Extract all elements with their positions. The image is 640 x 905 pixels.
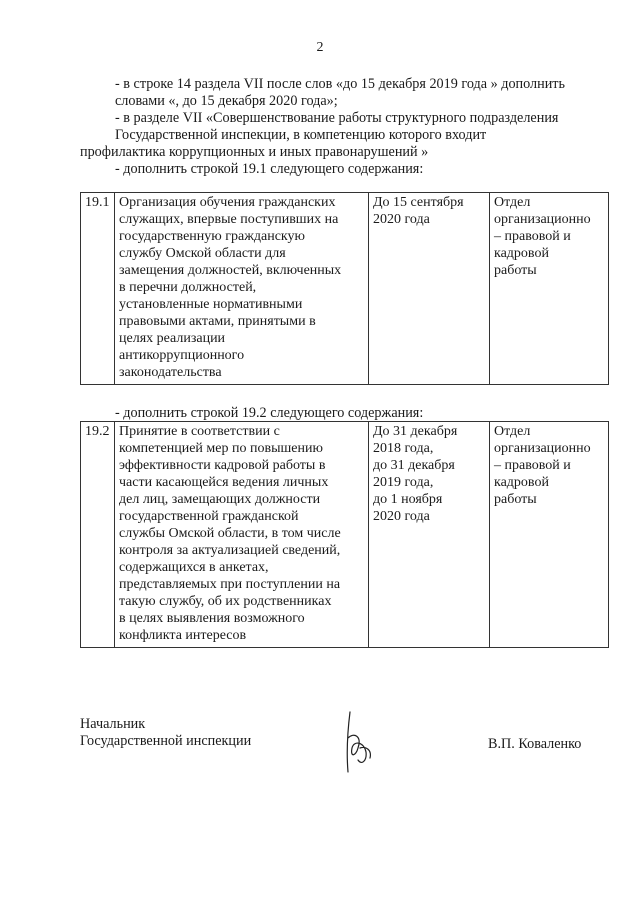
deadline-cell xyxy=(369,193,490,385)
row-responsible: Отдел организационно – правовой и кадровой работы xyxy=(494,195,591,278)
amendment-line-3: - в разделе VII «Совершенствование работы структурного подразделения xyxy=(115,110,559,126)
row-description: Принятие в соответствии с компетенцией мер по повышению эффективности кадровой работы в части касающейся ведения личных дел лиц, замещающих должности государственной гражданской службы Омской области, в том числе контроля за актуализацией сведений, содержащихся в анкетах, представляемых при поступлении на такую службу, об их родственниках в целях выявления возможного конфликта интересов xyxy=(119,424,341,643)
row-deadline: До 15 сентября 2020 года xyxy=(373,195,464,227)
handwritten-signature xyxy=(336,708,376,778)
table-row xyxy=(81,422,609,648)
amendment-line-6: - дополнить строкой 19.1 следующего содержания: xyxy=(115,161,424,177)
description-cell xyxy=(115,422,369,648)
row-deadline: До 31 декабря 2018 года, до 31 декабря 2019 года, до 1 ноября 2020 года xyxy=(373,424,458,524)
amendment-line-2: словами «, до 15 декабря 2020 года»; xyxy=(115,93,338,109)
amendment-line-5: профилактика коррупционных и иных правонарушений » xyxy=(80,144,429,160)
page-number: 2 xyxy=(316,40,324,55)
row-number-cell xyxy=(81,193,115,385)
amendment-line-1: - в строке 14 раздела VII после слов «до 15 декабря 2019 года » дополнить xyxy=(115,76,565,92)
table-row xyxy=(81,193,609,385)
table-row-19-2 xyxy=(80,421,609,648)
row-number: 19.2 xyxy=(85,424,110,439)
amendment-line-4: Государственной инспекции, в компетенцию которого входит xyxy=(115,127,487,143)
row-number-cell xyxy=(81,422,115,648)
description-cell xyxy=(115,193,369,385)
signatory-position: Начальник Государственной инспекции xyxy=(80,716,252,749)
amendment-line-7: - дополнить строкой 19.2 следующего содержания: xyxy=(115,405,424,421)
deadline-cell xyxy=(369,422,490,648)
row-responsible: Отдел организационно – правовой и кадровой работы xyxy=(494,424,591,507)
responsible-cell xyxy=(490,193,609,385)
responsible-cell xyxy=(490,422,609,648)
table-row-19-1 xyxy=(80,192,609,385)
signatory-name: В.П. Коваленко xyxy=(488,736,582,752)
row-number: 19.1 xyxy=(85,195,110,210)
row-description: Организация обучения гражданских служащих, впервые поступивших на государственную гражданскую службу Омской области для замещения должностей, включенных в перечни должностей, установленные нормативными правовыми актами, принятыми в целях реализации антикоррупционного законодательства xyxy=(119,195,342,380)
